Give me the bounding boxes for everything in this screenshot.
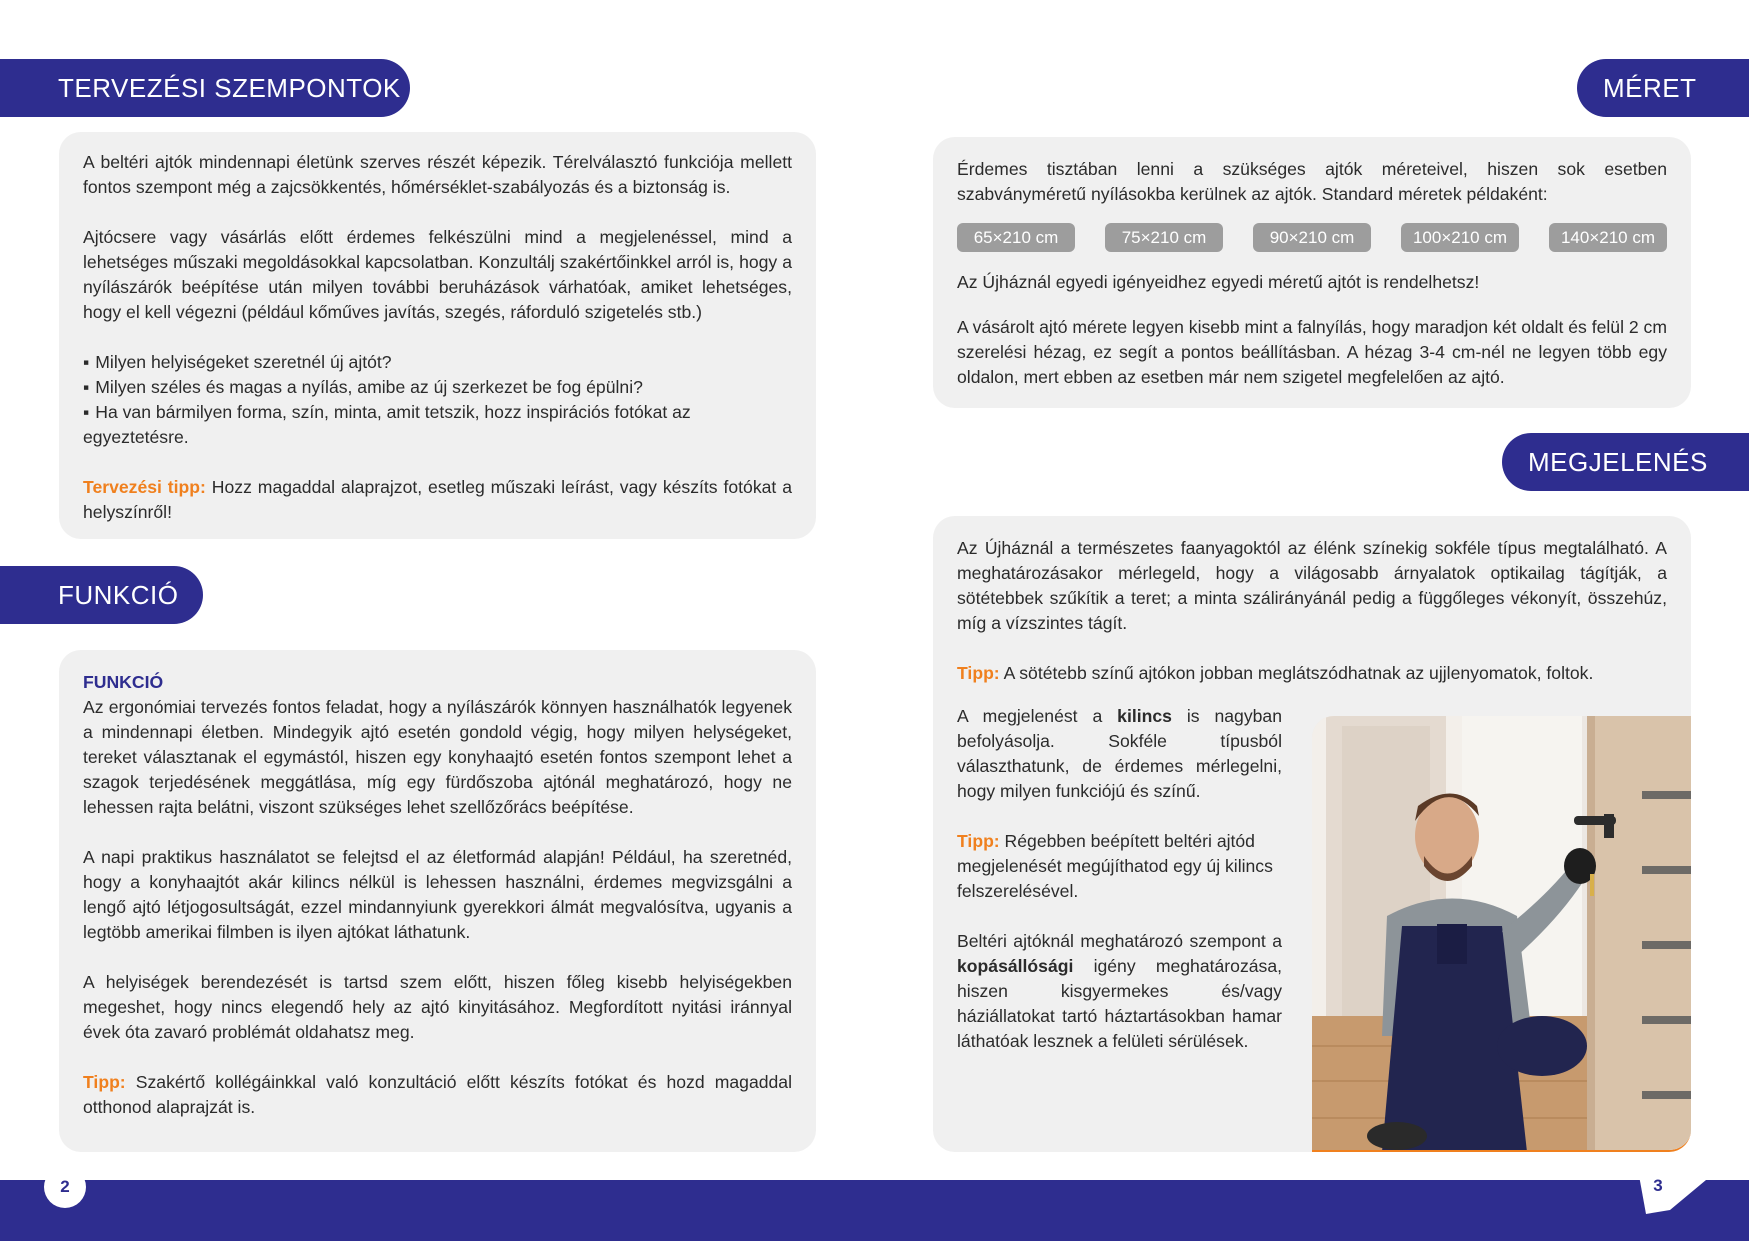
tip-paragraph (957, 661, 1667, 686)
list-item: ▪ Milyen széles és magas a nyílás, amibe az új szerkezet be fog épülni? (83, 375, 792, 400)
text: igény meghatározása, hiszen kisgyermekes és/vagy háziállatokat tartó háztartásokban hamar láthatóak lesznek a felületi sérülések. (957, 956, 1282, 1051)
paragraph: Az Újháznál egyedi igényeidhez egyedi méretű ajtót is rendelhetsz! (957, 272, 1480, 292)
tip-paragraph (957, 829, 1282, 904)
meret-panel (933, 137, 1691, 408)
tip-label: Tervezési tipp: (83, 477, 206, 497)
page-number-left: 2 (44, 1166, 86, 1208)
size-chip: 75×210 cm (1105, 223, 1223, 252)
size-chip: 65×210 cm (957, 223, 1075, 252)
tip-paragraph (83, 1070, 792, 1120)
tip-text: Régebben beépített beltéri ajtód megjelenését megújíthatod egy új kilincs felszerelésével. (957, 831, 1273, 901)
size-chip: 140×210 cm (1549, 223, 1667, 252)
paragraph: A helyiségek berendezését is tartsd szem előtt, hiszen főleg kisebb helyiségekben megeshet, hogy nincs elegendő hely az ajtó kinyitásához. Megfordított nyitási iránnyal évek óta zavaró problémát oldahatsz meg. (83, 972, 792, 1042)
paragraph: Az Újháznál a természetes faanyagoktól az élénk színekig sokféle típus megtalálható. A meghatározásakor mérlegeld, hogy a világosabb árnyalatok optikailag tágítják, a sötétebbek szűkítik a teret; a minta szálirányánál pedig a függőleges vékonyít, összehúz, míg a vízszintes tágít. (957, 538, 1667, 633)
paragraph (957, 929, 1282, 1054)
tip-text: Hozz magaddal alaprajzot, esetleg műszaki leírást, vagy készíts fotókat a helyszínről! (83, 477, 793, 522)
text: A megjelenést a (957, 706, 1118, 726)
paragraph: Érdemes tisztában lenni a szükséges ajtók méreteivel, hiszen sok esetben szabványméretű nyílásokba kerülnek az ajtók. Standard méretek példaként: (957, 159, 1667, 204)
panel-heading: FUNKCIÓ (83, 672, 164, 692)
question-list (83, 350, 792, 450)
section-title: MÉRET (1603, 72, 1697, 103)
size-chip: 90×210 cm (1253, 223, 1371, 252)
text: Beltéri ajtóknál meghatározó szempont a (957, 931, 1282, 951)
list-item: ▪ Milyen helyiségeket szeretnél új ajtót? (83, 350, 792, 375)
bold-term: kopásállósági (957, 956, 1074, 976)
paragraph: A vásárolt ajtó mérete legyen kisebb mint a falnyílás, hogy maradjon két oldalt és felül 2 cm szerelési hézag, ez segít a pontos beállításban. A hézag 3-4 cm-nél ne legyen több egy oldalon, mert ebben az esetben már nem szigetel megfelelően az ajtó. (957, 317, 1667, 387)
section-tab-tervezesi (0, 59, 410, 117)
paragraph: A beltéri ajtók mindennapi életünk szerves részét képezik. Térelválasztó funkciója mellett fontos szempont még a zajcsökkentés, hőmérséklet-szabályozás és a biztonság is. (83, 152, 792, 197)
tip-paragraph (83, 475, 792, 525)
paragraph: Ajtócsere vagy vásárlás előtt érdemes felkészülni mind a megjelenéssel, mind a lehetséges műszaki megoldásokkal kapcsolatban. Konzultálj szakértőinkkel arról is, hogy a nyílászárók beépítése után milyen további beruházások várhatóak, amiket lehetséges, hogy el kell végezni (például kőműves javítás, szegés, ráforduló szigetelés stb.) (83, 227, 792, 322)
page-number-right: 3 (1653, 1176, 1663, 1195)
tervezesi-panel (59, 132, 816, 539)
section-tab-meret (1577, 59, 1749, 117)
paragraph: Az ergonómiai tervezés fontos feladat, hogy a nyílászárók könnyen használhatók legyenek a mindennapi életben. Mindegyik ajtó esetén gondold végig, hogy milyen helységeket, tereket választanak el egymástól, hiszen egy konyhaajtó esetén fontos szempont lehet a szagok terjedésének meggátlása, míg egy fürdőszoba ajtónál meghatározó, hogy ne lehessen rajta belátni, viszont szükséges lehet szellőzőrács beépítése. (83, 697, 792, 817)
size-chips (957, 223, 1667, 252)
section-title: FUNKCIÓ (58, 579, 179, 610)
section-title: TERVEZÉSI SZEMPONTOK (58, 72, 401, 103)
tip-text: A sötétebb színű ajtókon jobban meglátszódhatnak az ujjlenyomatok, foltok. (999, 663, 1594, 683)
section-tab-funkcio (0, 566, 203, 624)
section-title: MEGJELENÉS (1528, 446, 1708, 477)
paragraph (957, 704, 1282, 804)
list-item: ▪ Ha van bármilyen forma, szín, minta, amit tetszik, hozz inspirációs fotókat az egyeztetésre. (83, 400, 792, 450)
size-chip: 100×210 cm (1401, 223, 1519, 252)
funkcio-panel (59, 650, 816, 1152)
tip-label: Tipp: (957, 831, 1000, 851)
tip-label: Tipp: (957, 663, 1000, 683)
page-number-right-badge (1630, 1170, 1718, 1230)
section-tab-megjelenes (1502, 433, 1749, 491)
tip-label: Tipp: (83, 1072, 126, 1092)
footer-band (0, 1180, 1749, 1241)
tip-text: Szakértő kollégáinkkal való konzultáció előtt készíts fotókat és hozd magaddal otthonod alaprajzát is. (83, 1072, 792, 1117)
paragraph: A napi praktikus használatot se felejtsd el az életformád alapján! Például, ha szeretnéd, hogy a konyhaajtót akár kilincs nélkül is lehessen használni, érdemes megvizsgálni a lengő ajtó létjogosultságát, ezzel mindannyiunk gyerekkori álmát megvalósítva, ugyanis a legtöbb amerikai filmben is ilyen ajtókat láthatunk. (83, 847, 792, 942)
text-column (957, 704, 1282, 1054)
text: is nagyban befolyásolja. Sokféle típusból választhatunk, de érdemes mérlegelni, hogy milyen funkciójú és színű. (957, 706, 1282, 801)
door-handle-installation-photo (1312, 716, 1691, 1152)
bold-term: kilincs (1117, 706, 1172, 726)
